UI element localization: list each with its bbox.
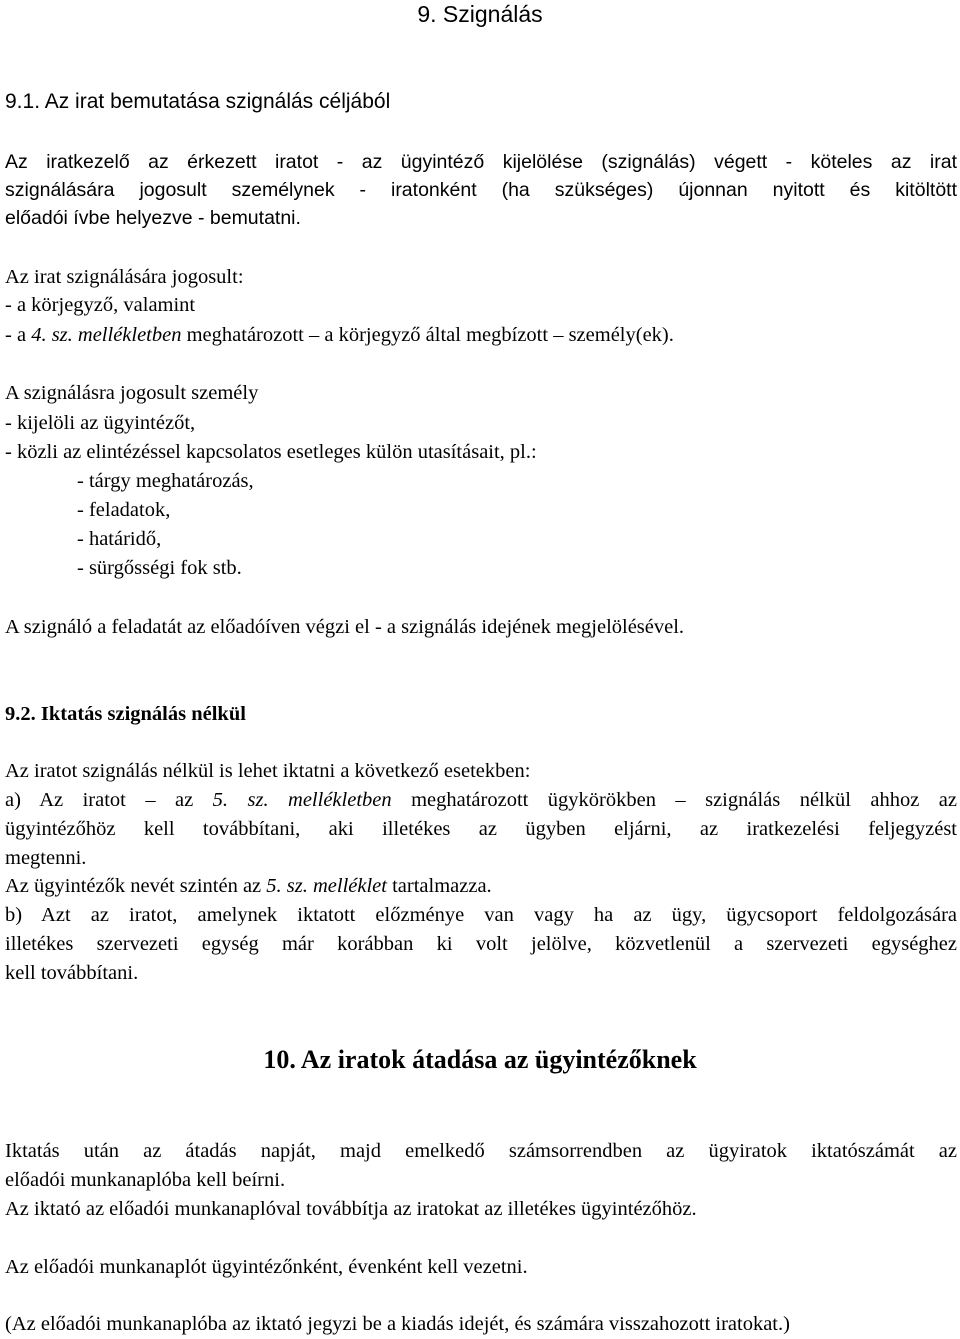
case-a-line-1 [5, 786, 957, 814]
s10-para1-line2: előadói munkanaplóba kell beírni. [5, 1169, 286, 1191]
names-pre: Az ügyintézők nevét szintén az [5, 875, 267, 897]
case-a-line-3: megtenni. [5, 847, 87, 869]
case-b-line-1: b) Azt az iratot, amelynek iktatott előzménye van vagy ha az ügy, ügycsoport feldolgozására [5, 904, 957, 926]
section-9-1-heading-number: 9.1. [5, 90, 41, 113]
authorized-item-2-post: meghatározott – a körjegyző által megbízott – személy(ek). [181, 324, 674, 346]
authorized-item-2-pre: - a [5, 324, 32, 346]
section-9-title: 9. Szignálás [417, 1, 543, 27]
case-b-line-2: illetékes szervezeti egység már korábban ki volt jelölve, közvetlenül a szervezeti egységhez [5, 933, 957, 955]
case-b-line-3: kell továbbítani. [5, 962, 139, 984]
signer-sub-item-2: - feladatok, [77, 499, 171, 521]
section-9-1-heading-text: Az irat bemutatása szignálás céljából [44, 90, 391, 113]
authorized-intro: Az irat szignálására jogosult: [5, 266, 244, 288]
names-post: tartalmazza. [386, 875, 492, 897]
s10-para2: Az iktató az előadói munkanaplóval továbbítja az iratokat az illetékes ügyintézőhöz. [5, 1198, 697, 1220]
annex-5-reference: 5. sz. mellékletben [212, 789, 392, 811]
signer-item-1: - kijelöli az ügyintézőt, [5, 412, 196, 434]
section-9-2-heading: 9.2. Iktatás szignálás nélkül [5, 703, 246, 725]
s10-para3: Az előadói munkanaplót ügyintézőnként, évenként kell vezetni. [5, 1256, 528, 1278]
case-a-line-2: ügyintézőhöz kell továbbítani, aki illetékes az ügyben eljárni, az iratkezelési feljegyzést [5, 818, 957, 840]
signer-sub-item-3: - határidő, [77, 528, 162, 550]
section-10-title: 10. Az iratok átadása az ügyintézőknek [263, 1045, 697, 1074]
s91-closing: A szignáló a feladatát az előadóíven végzi el - a szignálás idejének megjelölésével. [5, 616, 685, 638]
case-a-post: meghatározott ügykörökben – szignálás nélkül ahhoz az [391, 789, 957, 811]
s92-intro: Az iratot szignálás nélkül is lehet iktatni a következő esetekben: [5, 760, 531, 782]
signer-sub-item-4: - sürgősségi fok stb. [77, 557, 242, 579]
authorized-item-2 [5, 321, 957, 349]
annex-4-reference: 4. sz. mellékletben [31, 324, 182, 346]
signer-sub-item-1: - tárgy meghatározás, [77, 470, 254, 492]
names-line [5, 872, 957, 900]
annex-5-name-reference: 5. sz. melléklet [266, 875, 387, 897]
s91-para1-line1: Az iratkezelő az érkezett iratot - az ügyintéző kijelölése (szignálás) végett - köteles az irat [5, 151, 957, 173]
s91-para1-line2: szignálására jogosult személynek - iratonként (ha szükséges) újonnan nyitott és kitöltött [5, 179, 957, 201]
signer-item-2: - közli az elintézéssel kapcsolatos esetleges külön utasításait, pl.: [5, 441, 537, 463]
authorized-item-1: - a körjegyző, valamint [5, 294, 196, 316]
section-9-1-heading [5, 88, 957, 116]
s10-para4: (Az előadói munkanaplóba az iktató jegyzi be a kiadás idejét, és számára visszahozott iratokat.) [5, 1313, 790, 1335]
s10-para1-line1: Iktatás után az átadás napját, majd emelkedő számsorrendben az ügyiratok iktatószámát az [5, 1140, 957, 1162]
case-a-pre: a) Az iratot – az [5, 789, 213, 811]
signer-intro: A szignálásra jogosult személy [5, 382, 259, 404]
s91-para1-line3: előadói ívbe helyezve - bemutatni. [5, 207, 301, 229]
